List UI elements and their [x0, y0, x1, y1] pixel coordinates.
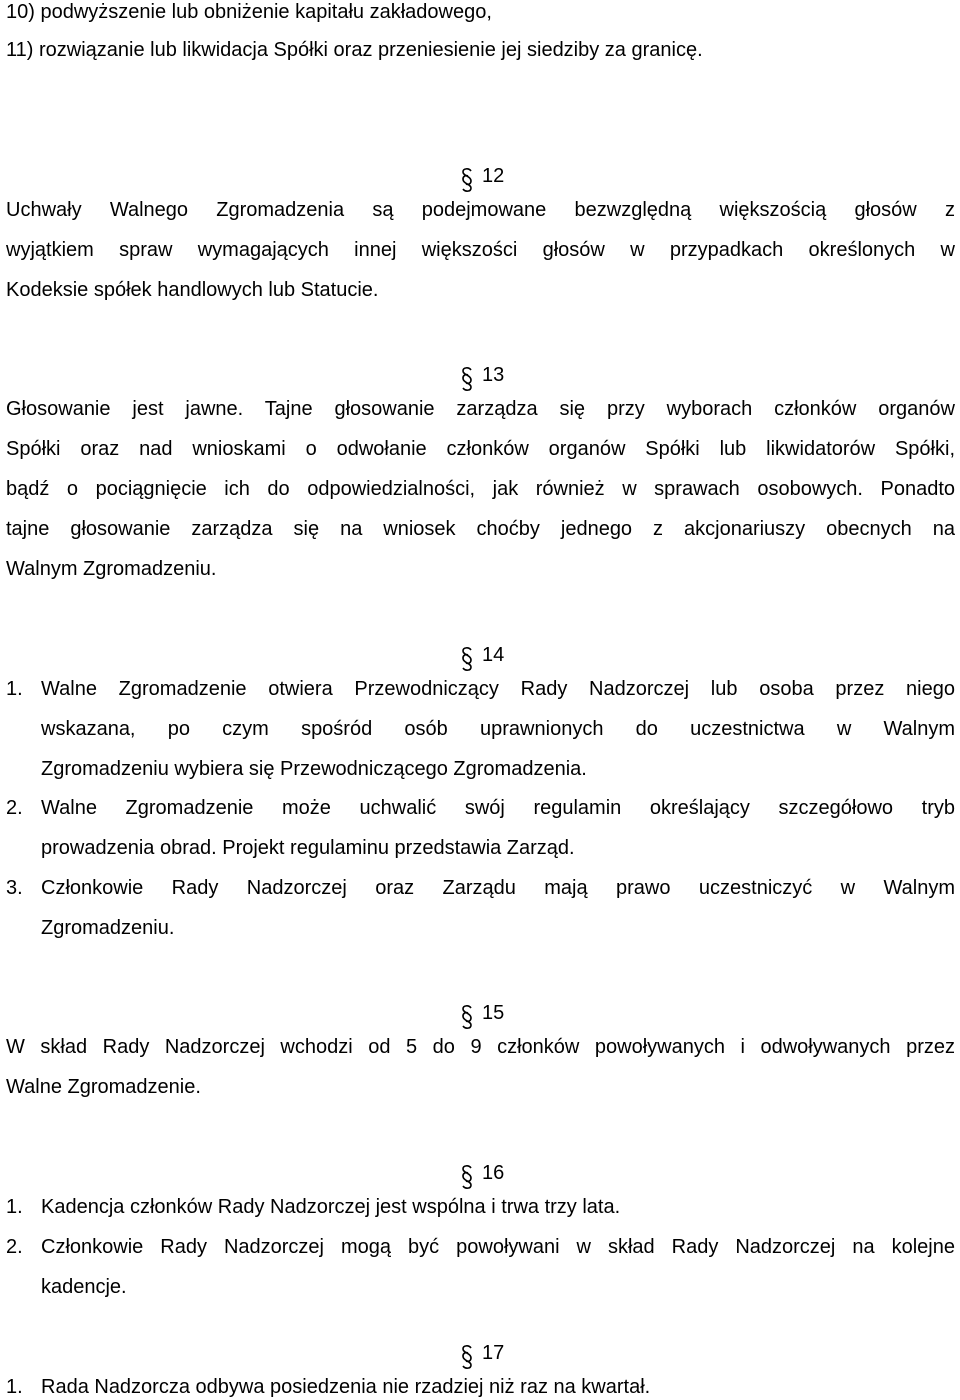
list-number: 1. — [6, 678, 23, 700]
section-number: 14 — [482, 644, 505, 666]
section-heading-13 — [460, 357, 504, 387]
section-sign-icon — [460, 1005, 474, 1029]
list-number: 2. — [6, 797, 23, 819]
paragraph-line: Rada Nadzorcza odbywa posiedzenia nie rzadziej niż raz na kwartał. — [41, 1376, 651, 1398]
paragraph-line: kadencje. — [41, 1276, 127, 1298]
section-sign-icon — [460, 168, 474, 192]
section-number: 17 — [482, 1342, 505, 1364]
section-heading-15 — [460, 995, 504, 1025]
section-heading-16 — [460, 1155, 504, 1185]
paragraph-line: Członkowie Rady Nadzorczej oraz Zarządu mają prawo uczestniczyć w Walnym — [41, 877, 955, 899]
paragraph-line: tajne głosowanie zarządza się na wniosek choćby jednego z akcjonariuszy obecnych na — [6, 518, 955, 540]
paragraph-line: Głosowanie jest jawne. Tajne głosowanie zarządza się przy wyborach członków organów — [6, 398, 955, 420]
section-heading-12 — [460, 158, 504, 188]
paragraph-line: Spółki oraz nad wnioskami o odwołanie członków organów Spółki lub likwidatorów Spółki, — [6, 438, 955, 460]
paragraph-line: wskazana, po czym spośród osób uprawnionych do uczestnictwa w Walnym — [41, 718, 955, 740]
list-number: 3. — [6, 877, 23, 899]
section-heading-17 — [460, 1335, 504, 1365]
section-number: 16 — [482, 1162, 505, 1184]
section-sign-icon — [460, 367, 474, 391]
list-item-11: 11) rozwiązanie lub likwidacja Spółki oraz przeniesienie jej siedziby za granicę. — [6, 39, 703, 61]
section-heading-14 — [460, 637, 504, 667]
section-sign-icon — [460, 1345, 474, 1369]
paragraph-line: prowadzenia obrad. Projekt regulaminu przedstawia Zarząd. — [41, 837, 575, 859]
paragraph-line: Kodeksie spółek handlowych lub Statucie. — [6, 279, 379, 301]
paragraph-line: Uchwały Walnego Zgromadzenia są podejmowane bezwzględną większością głosów z — [6, 199, 955, 221]
section-sign-icon — [460, 647, 474, 671]
list-number: 1. — [6, 1376, 23, 1398]
paragraph-line: wyjątkiem spraw wymagających innej większości głosów w przypadkach określonych w — [6, 239, 955, 261]
paragraph-line: Zgromadzeniu. — [41, 917, 175, 939]
section-sign-icon — [460, 1165, 474, 1189]
paragraph-line: W skład Rady Nadzorczej wchodzi od 5 do 9 członków powoływanych i odwoływanych przez — [6, 1036, 955, 1058]
list-number: 1. — [6, 1196, 23, 1218]
paragraph-line: bądź o pociągnięcie ich do odpowiedzialności, jak również w sprawach osobowych. Ponadto — [6, 478, 955, 500]
paragraph-line: Kadencja członków Rady Nadzorczej jest wspólna i trwa trzy lata. — [41, 1196, 621, 1218]
list-item-10: 10) podwyższenie lub obniżenie kapitału zakładowego, — [6, 1, 492, 23]
section-number: 15 — [482, 1002, 505, 1024]
paragraph-line: Walnym Zgromadzeniu. — [6, 558, 217, 580]
paragraph-line: Walne Zgromadzenie. — [6, 1076, 201, 1098]
paragraph-line: Walne Zgromadzenie może uchwalić swój regulamin określający szczegółowo tryb — [41, 797, 955, 819]
paragraph-line: Członkowie Rady Nadzorczej mogą być powoływani w skład Rady Nadzorczej na kolejne — [41, 1236, 955, 1258]
paragraph-line: Walne Zgromadzenie otwiera Przewodniczący Rady Nadzorczej lub osoba przez niego — [41, 678, 955, 700]
section-number: 13 — [482, 364, 505, 386]
section-number: 12 — [482, 165, 505, 187]
paragraph-line: Zgromadzeniu wybiera się Przewodniczącego Zgromadzenia. — [41, 758, 587, 780]
list-number: 2. — [6, 1236, 23, 1258]
